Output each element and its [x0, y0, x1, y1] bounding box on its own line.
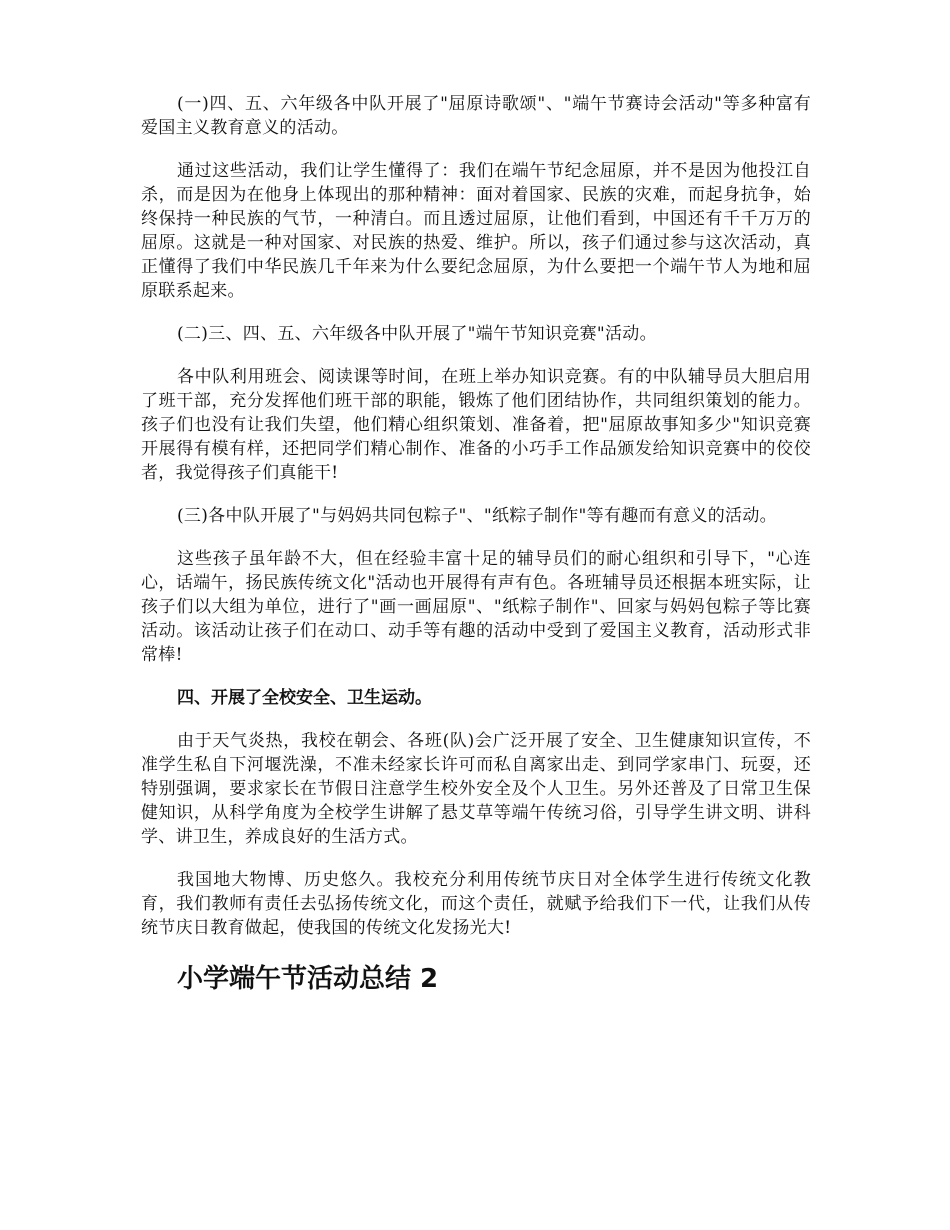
- paragraph-activity-three-detail: 这些孩子虽年龄不大，但在经验丰富十足的辅导员们的耐心组织和引导下，"心连心，话端午，扬民族传统文化"活动也开展得有声有色。各班辅导员还根据本班实际，让孩子们以大组为单位，进行了"画一画屈原"、"纸粽子制作"、回家与妈妈包粽子等比赛活动。该活动让孩子们在动口、动手等有趣的活动中受到了爱国主义教育，活动形式非常棒!: [141, 549, 811, 665]
- heading-safety-hygiene: 四、开展了全校安全、卫生运动。: [177, 688, 432, 708]
- section-title: 小学端午节活动总结 2: [177, 964, 439, 994]
- document-page: [141, 92, 811, 996]
- paragraph-activity-three: (三)各中队开展了"与妈妈共同包粽子"、"纸粽子制作"等有趣而有意义的活动。: [177, 506, 777, 526]
- paragraph-safety-detail: 由于天气炎热，我校在朝会、各班(队)会广泛开展了安全、卫生健康知识宣传，不准学生私自下河堰洗澡，不准未经家长许可而私自离家出走、到同学家串门、玩耍，还特别强调，要求家长在节假日注意学生校外安全及个人卫生。另外还普及了日常卫生保健知识，从科学角度为全校学生讲解了悬艾草等端午传统习俗，引导学生讲文明、讲科学、讲卫生，养成良好的生活方式。: [141, 731, 811, 847]
- paragraph-activity-two: (二)三、四、五、六年级各中队开展了"端午节知识竞赛"活动。: [177, 324, 657, 344]
- paragraph-conclusion: 我国地大物博、历史悠久。我校充分利用传统节庆日对全体学生进行传统文化教育，我们教师有责任去弘扬传统文化，而这个责任，就赋予给我们下一代，让我们从传统节庆日教育做起，使我国的传统文化发扬光大!: [141, 870, 811, 938]
- paragraph-activity-one-detail: 通过这些活动，我们让学生懂得了：我们在端午节纪念屈原，并不是因为他投江自杀，而是因为在他身上体现出的那种精神：面对着国家、民族的灾难，而起身抗争，始终保持一种民族的气节，一种清白。而且透过屈原，让他们看到，中国还有千千万万的屈原。这就是一种对国家、对民族的热爱、维护。所以，孩子们通过参与这次活动，真正懂得了我们中华民族几千年来为什么要纪念屈原，为什么要把一个端午节人为地和屈原联系起来。: [141, 161, 811, 301]
- paragraph-activity-two-detail: 各中队利用班会、阅读课等时间，在班上举办知识竞赛。有的中队辅导员大胆启用了班干部，充分发挥他们班干部的职能，锻炼了他们团结协作，共同组织策划的能力。孩子们也没有让我们失望，他们精心组织策划、准备着，把"屈原故事知多少"知识竞赛开展得有模有样，还把同学们精心制作、准备的小巧手工作品颁发给知识竞赛中的佼佼者，我觉得孩子们真能干!: [141, 367, 811, 483]
- paragraph-activity-one: (一)四、五、六年级各中队开展了"屈原诗歌颂"、"端午节赛诗会活动"等多种富有爱国主义教育意义的活动。: [141, 94, 811, 138]
